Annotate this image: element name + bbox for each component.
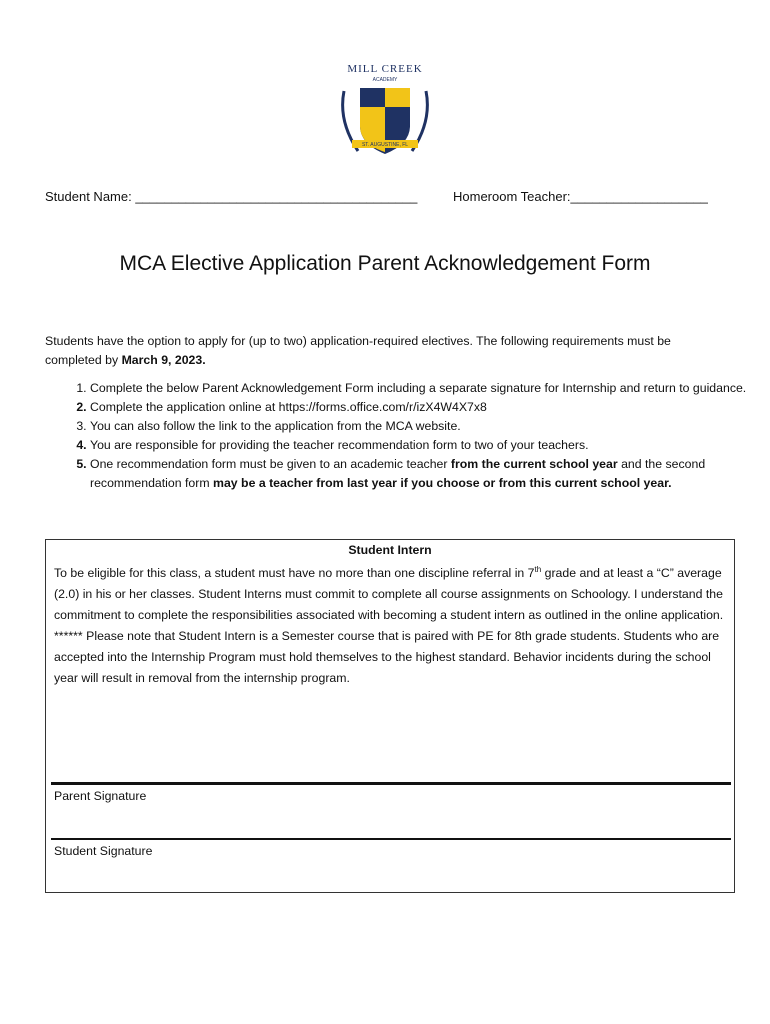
parent-signature-label: Parent Signature (54, 789, 147, 803)
page-title: MCA Elective Application Parent Acknowledgement Form (119, 252, 651, 275)
item5-text: One recommendation form must be given to an academic teacher (90, 457, 451, 471)
deadline-date: March 9, 2023. (121, 353, 206, 367)
mill-creek-academy-logo (330, 56, 440, 168)
homeroom-teacher-field[interactable]: Homeroom Teacher:___________________ (453, 189, 708, 204)
item5-bold: from the current school year (450, 457, 618, 471)
student-intern-section (45, 539, 735, 893)
intern-description (54, 559, 726, 689)
svg-text:MILL CREEK: MILL CREEK (347, 63, 423, 75)
list-item: 4. You are responsible for providing the teacher recommendation form to two of your teachers. (90, 436, 770, 455)
student-signature-line[interactable] (51, 838, 731, 840)
section-heading: Student Intern (348, 543, 432, 557)
intro-paragraph (45, 332, 725, 370)
svg-text:ACADEMY: ACADEMY (372, 77, 398, 83)
svg-text:ST. AUGUSTINE, FL: ST. AUGUSTINE, FL (361, 142, 409, 148)
student-name-field[interactable]: Student Name: _______________________________________ (45, 189, 418, 204)
list-item: 2. Complete the application online at https://forms.office.com/r/izX4W4X7x8 (90, 398, 770, 417)
intro-text: Students have the option to apply for (up to two) application-required electives. The following requirements must be completed by (45, 334, 671, 367)
requirements-list (45, 379, 770, 493)
desc-text: To be eligible for this class, a student must have no more than one discipline referral in 7 (54, 566, 535, 581)
desc-text: grade and at least a “C” average (2.0) in his or her classes. Student Interns must commit to complete all course assignments on Schoology. I understand the commitment to complete the responsibilities associated with becoming a student intern as outlined in the online application. ****** Please note that Student Intern is a Semester course that is paired with PE for 8th grade students. Students who are accepted into the Internship Program must hold themselves to the highest standard. Behavior incidents during the school year will result in removal from the internship program. (54, 566, 724, 686)
student-signature-label: Student Signature (54, 844, 153, 858)
list-item: 3. You can also follow the link to the application from the MCA website. (90, 417, 770, 436)
list-item (90, 455, 770, 493)
superscript: th (534, 565, 542, 574)
item5-text: and the second recommendation form (90, 457, 706, 490)
parent-signature-line[interactable] (51, 782, 731, 785)
list-item: 1. Complete the below Parent Acknowledgement Form including a separate signature for Internship and return to guidance. (90, 379, 770, 398)
item5-bold: may be a teacher from last year if you choose or from this current school year. (213, 476, 672, 490)
